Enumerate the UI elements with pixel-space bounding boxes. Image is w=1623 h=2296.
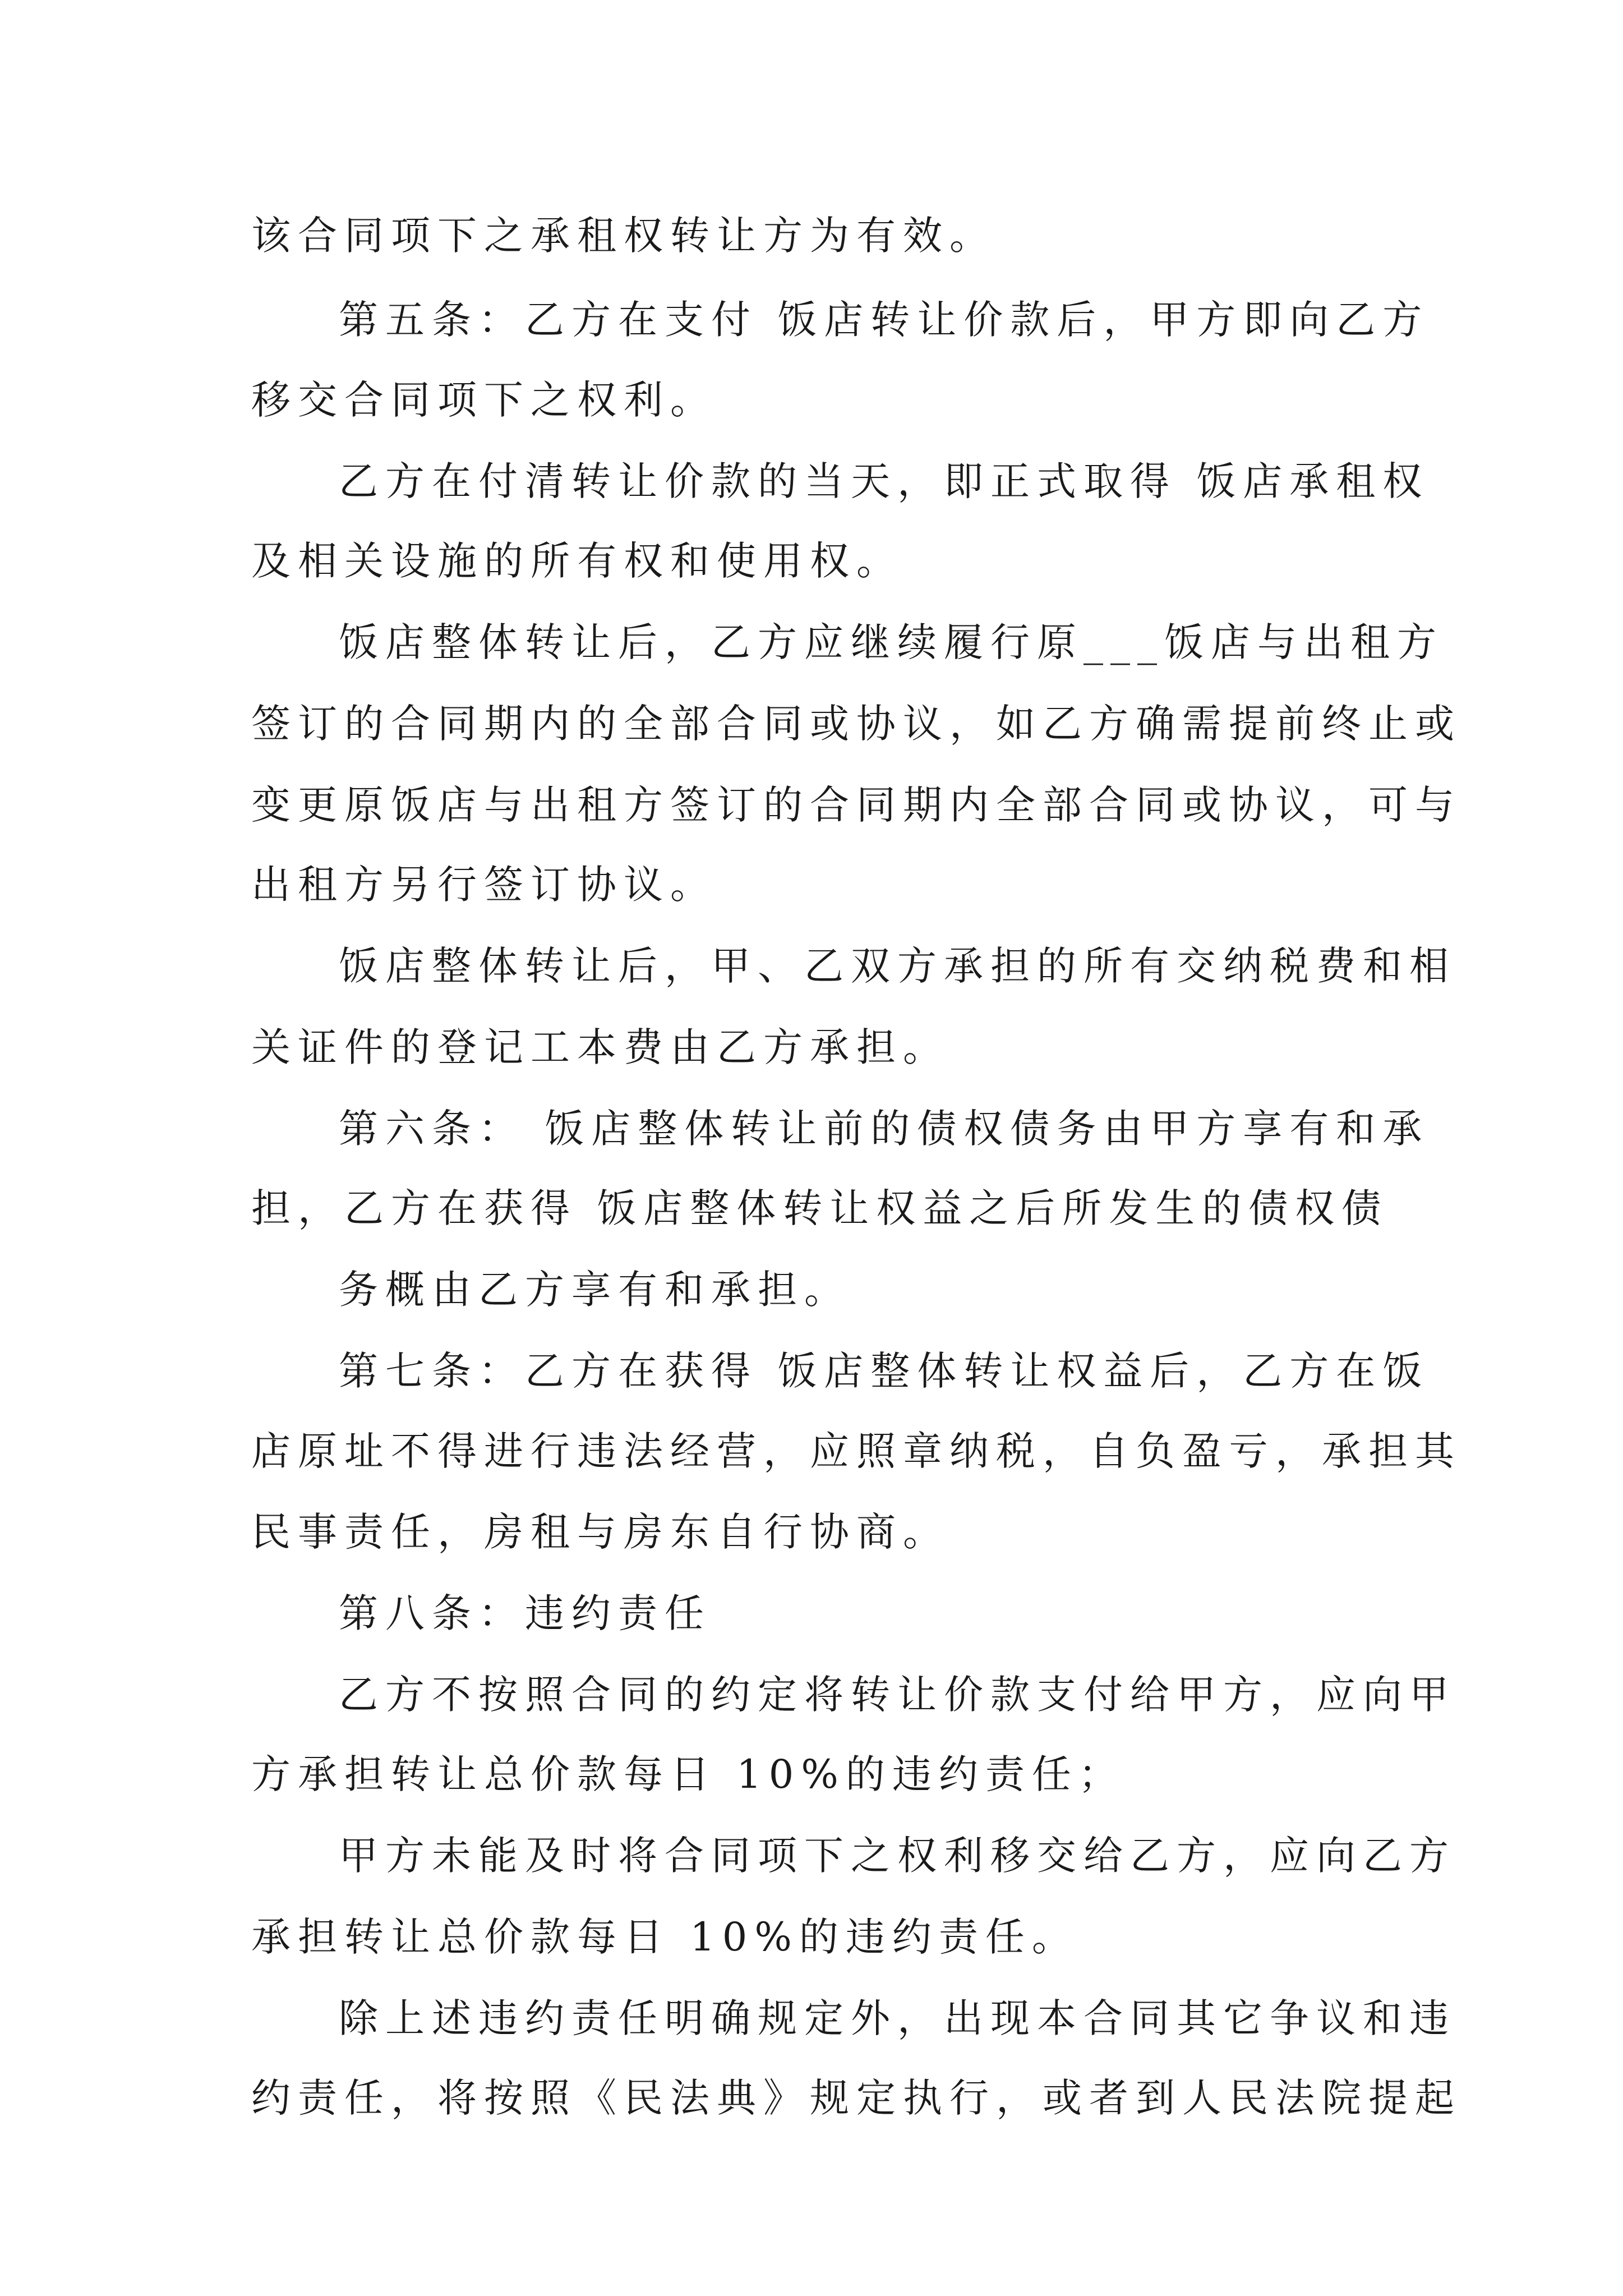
text-line: 关证件的登记工本费由乙方承担。	[251, 1024, 949, 1070]
text-line: 承担转让总价款每日 10%的违约责任。	[251, 1914, 1078, 1960]
text-line: 饭店整体转让后，甲、乙双方承担的所有交纳税费和相	[339, 943, 1456, 989]
text-line: 第七条：乙方在获得 饭店整体转让权益后，乙方在饭	[339, 1348, 1430, 1394]
text-line: 方承担转让总价款每日 10%的违约责任；	[251, 1751, 1125, 1797]
text-line: 第五条：乙方在支付 饭店转让价款后，甲方即向乙方	[339, 297, 1430, 343]
text-line: 签订的合同期内的全部合同或协议，如乙方确需提前终止或	[251, 701, 1461, 747]
text-line: 乙方不按照合同的约定将转让价款支付给甲方，应向甲	[339, 1672, 1456, 1718]
text-line: 乙方在付清转让价款的当天，即正式取得 饭店承租权	[339, 458, 1430, 504]
text-line: 约责任，将按照《民法典》规定执行，或者到人民法院提起	[251, 2075, 1461, 2121]
text-line: 该合同项下之承租权转让方为有效。	[251, 213, 996, 259]
text-line: 民事责任，房租与房东自行协商。	[251, 1509, 949, 1555]
text-line: 第八条：违约责任	[339, 1590, 711, 1636]
text-line: 出租方另行签订协议。	[251, 862, 717, 908]
text-line: 饭店整体转让后，乙方应继续履行原___饭店与出租方	[339, 619, 1444, 665]
text-line: 店原址不得进行违法经营，应照章纳税，自负盈亏，承担其	[251, 1428, 1461, 1474]
text-line: 甲方未能及时将合同项下之权利移交给乙方，应向乙方	[339, 1833, 1456, 1879]
text-line: 变更原饭店与出租方签订的合同期内全部合同或协议，可与	[251, 782, 1461, 828]
text-line: 及相关设施的所有权和使用权。	[251, 538, 903, 584]
text-line: 第六条： 饭店整体转让前的债权债务由甲方享有和承	[339, 1106, 1430, 1152]
text-line: 务概由乙方享有和承担。	[339, 1267, 851, 1313]
text-line: 担，乙方在获得 饭店整体转让权益之后所发生的债权债	[251, 1185, 1389, 1231]
text-line: 移交合同项下之权利。	[251, 377, 717, 423]
text-line: 除上述违约责任明确规定外，出现本合同其它争议和违	[339, 1995, 1456, 2041]
